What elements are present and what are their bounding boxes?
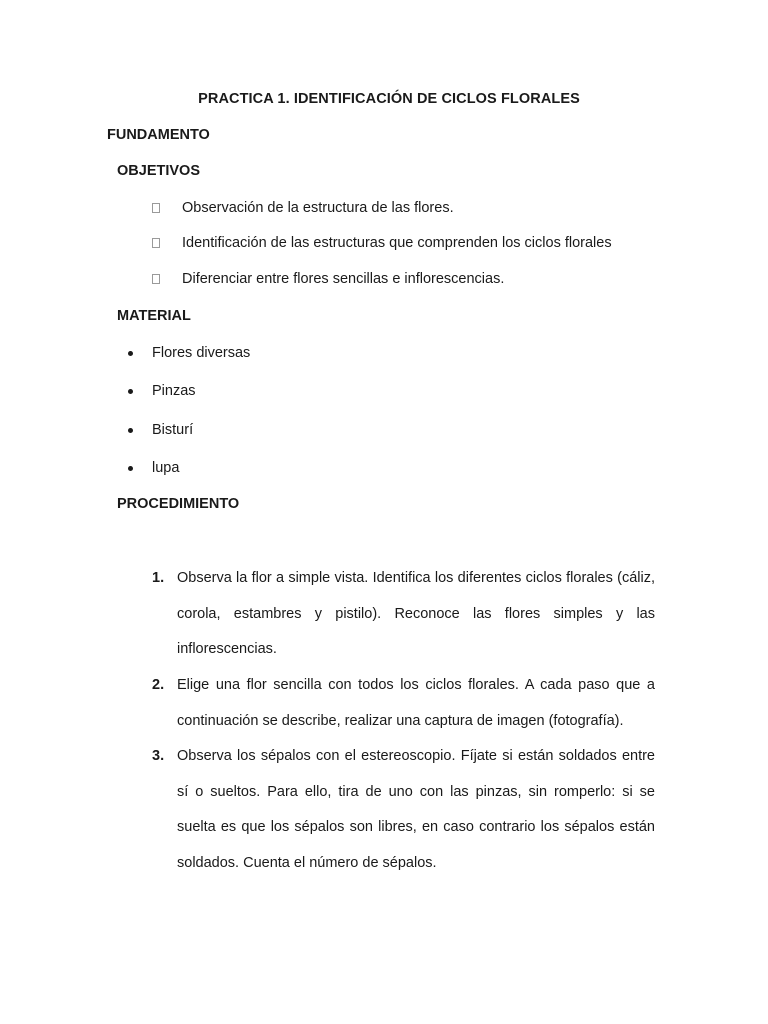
- procedure-step: [152, 677, 655, 748]
- checkbox-placeholder-icon: [152, 238, 160, 248]
- heading-material: MATERIAL: [117, 308, 191, 324]
- page-title: PRACTICA 1. IDENTIFICACIÓN DE CICLOS FLORALES: [198, 91, 580, 107]
- objective-item: [152, 271, 504, 287]
- bullet-icon: [128, 466, 133, 471]
- objective-text: Observación de la estructura de las flores.: [182, 200, 454, 216]
- objective-item: [152, 200, 454, 216]
- material-item: [128, 460, 179, 476]
- checkbox-placeholder-icon: [152, 274, 160, 284]
- step-text: Elige una flor sencilla con todos los ciclos florales. A cada paso que a continuación se describe, realizar una captura de imagen (fotografía).: [177, 677, 655, 729]
- material-item: [128, 345, 250, 361]
- objective-text: Diferenciar entre flores sencillas e inflorescencias.: [182, 271, 505, 287]
- step-number: 3.: [152, 748, 165, 764]
- heading-procedimiento: PROCEDIMIENTO: [117, 496, 240, 512]
- objective-item: [152, 235, 612, 251]
- step-number: 1.: [152, 570, 165, 586]
- material-text: Flores diversas: [152, 345, 251, 361]
- procedure-step: [152, 748, 655, 890]
- material-text: lupa: [152, 460, 180, 476]
- bullet-icon: [128, 389, 133, 394]
- material-item: [128, 422, 193, 438]
- heading-fundamento: FUNDAMENTO: [107, 127, 210, 143]
- step-text: Observa los sépalos con el estereoscopio. Fíjate si están soldados entre sí o sueltos. Para ello, tira de uno con las pinzas, sin romperlo: si se suelta es que los sépalos son libres, en caso contrario los sépalos están soldados. Cuenta el número de sépalos.: [177, 748, 655, 871]
- step-number: 2.: [152, 677, 165, 693]
- step-text: Observa la flor a simple vista. Identifica los diferentes ciclos florales (cáliz, corola, estambres y pistilo). Reconoce las flores simples y las inflorescencias.: [177, 570, 655, 657]
- procedure-step: [152, 570, 655, 677]
- bullet-icon: [128, 428, 133, 433]
- material-text: Bisturí: [152, 422, 194, 438]
- bullet-icon: [128, 351, 133, 356]
- material-item: [128, 383, 196, 399]
- objective-text: Identificación de las estructuras que comprenden los ciclos florales: [182, 235, 612, 251]
- material-text: Pinzas: [152, 383, 196, 399]
- checkbox-placeholder-icon: [152, 203, 160, 213]
- heading-objetivos: OBJETIVOS: [117, 163, 200, 179]
